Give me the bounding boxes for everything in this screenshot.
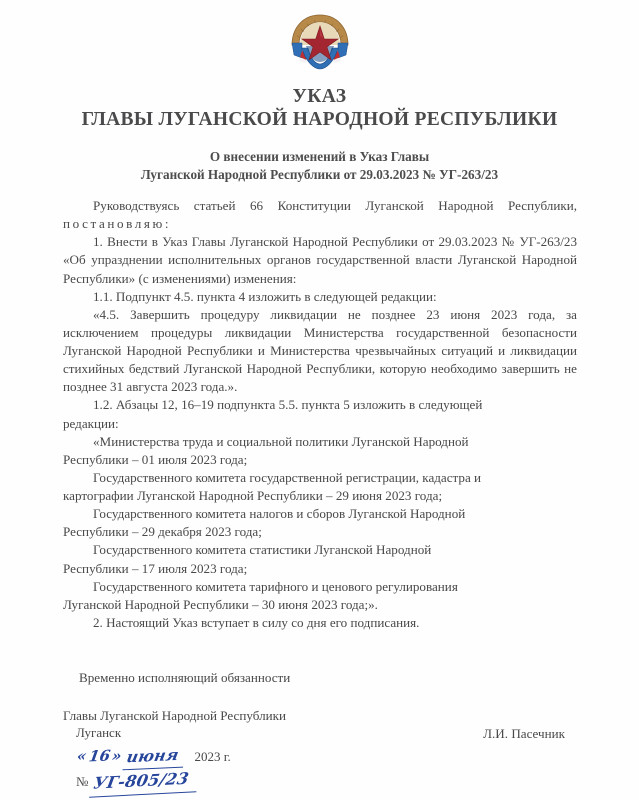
preamble-tail: : bbox=[164, 216, 169, 232]
list-item-1-cont: Республики – 01 июля 2023 года; bbox=[63, 451, 248, 467]
date-day-handwritten: 16 bbox=[87, 746, 112, 765]
preamble-lead: Руководствуясь статьей 66 Конституции Луганской Народной Республики, bbox=[93, 198, 577, 213]
list-item-3-cont: Республики – 29 декабря 2023 года; bbox=[63, 524, 262, 540]
signatory-role-line-1: Временно исполняющий обязанности bbox=[79, 669, 291, 685]
paragraph-1-1-quote: «4.5. Завершить процедуру ликвидации не позднее 23 июня 2023 года, за исключением процедуры ликвидации Министерства государственной безопасности Луганской Народной Республики и Министерства чрезвычайных ситуаций и ликвидации стихийных бедствий Луганской Народной Республики, которую необходимо завершить не позднее 31 августа 2023 года.». bbox=[63, 306, 577, 395]
list-item-4-cont: Республики – 17 июля 2023 года; bbox=[63, 560, 248, 576]
list-item-5-cont: Луганской Народной Республики – 30 июня 2023 года;». bbox=[63, 596, 378, 612]
document-footer bbox=[76, 723, 231, 795]
document-number-line bbox=[76, 769, 231, 795]
subtitle-line-1: О внесении изменений в Указ Главы bbox=[209, 149, 430, 164]
document-number-handwritten: УГ-805/23 bbox=[90, 766, 202, 798]
signatory-name: Л.И. Пасечник bbox=[483, 726, 565, 742]
paragraph-1-2: 1.2. Абзацы 12, 16–19 подпункта 5.5. пункта 5 изложить в следующей bbox=[93, 397, 483, 413]
list-item-4: Государственного комитета статистики Луганской Народной bbox=[93, 542, 432, 558]
list-item-2: Государственного комитета государственной регистрации, кадастра и bbox=[93, 469, 482, 485]
page-title: УКАЗ bbox=[292, 86, 347, 107]
document-title-block bbox=[0, 86, 639, 131]
paragraph-1: 1. Внести в Указ Главы Луганской Народной Республики от 29.03.2023 № УГ-263/23 «Об упразднении исполнительных органов государственной власти Луганской Народной Республики» (с изменениями) изменения: bbox=[63, 234, 577, 286]
preamble-decree-verb: постановляю bbox=[63, 216, 165, 232]
list-item-5: Государственного комитета тарифного и ценового регулирования bbox=[93, 578, 458, 594]
lpr-coat-of-arms-icon bbox=[289, 12, 351, 72]
document-subtitle bbox=[0, 148, 639, 183]
number-label: № bbox=[76, 773, 89, 789]
date-close-quote: » bbox=[110, 746, 123, 765]
paragraph-1-2-cont: редакции: bbox=[63, 415, 119, 431]
paragraph-1-1: 1.1. Подпункт 4.5. пункта 4 изложить в следующей редакции: bbox=[93, 288, 437, 304]
paragraph-2: 2. Настоящий Указ вступает в силу со дня его подписания. bbox=[93, 614, 420, 630]
emblem-container bbox=[0, 12, 639, 72]
issue-place: Луганск bbox=[76, 725, 122, 740]
list-item-1: «Министерства труда и социальной политики Луганской Народной bbox=[93, 433, 469, 449]
document-body bbox=[63, 197, 577, 632]
signatory-role-line-2: Главы Луганской Народной Республики bbox=[63, 707, 286, 723]
paragraph-preamble bbox=[63, 197, 577, 233]
page-title-subject: ГЛАВЫ ЛУГАНСКОЙ НАРОДНОЙ РЕСПУБЛИКИ bbox=[81, 108, 558, 130]
date-year: 2023 г. bbox=[194, 748, 231, 764]
subtitle-line-2: Луганской Народной Республики от 29.03.2023 № УГ-263/23 bbox=[140, 166, 499, 182]
list-item-2-cont: картографии Луганской Народной Республики – 29 июня 2023 года; bbox=[63, 488, 443, 503]
list-item-3: Государственного комитета налогов и сборов Луганской Народной bbox=[93, 506, 466, 522]
date-open-quote: « bbox=[75, 746, 89, 765]
date-month-handwritten: июня bbox=[123, 742, 188, 770]
issue-date-line bbox=[76, 744, 231, 769]
